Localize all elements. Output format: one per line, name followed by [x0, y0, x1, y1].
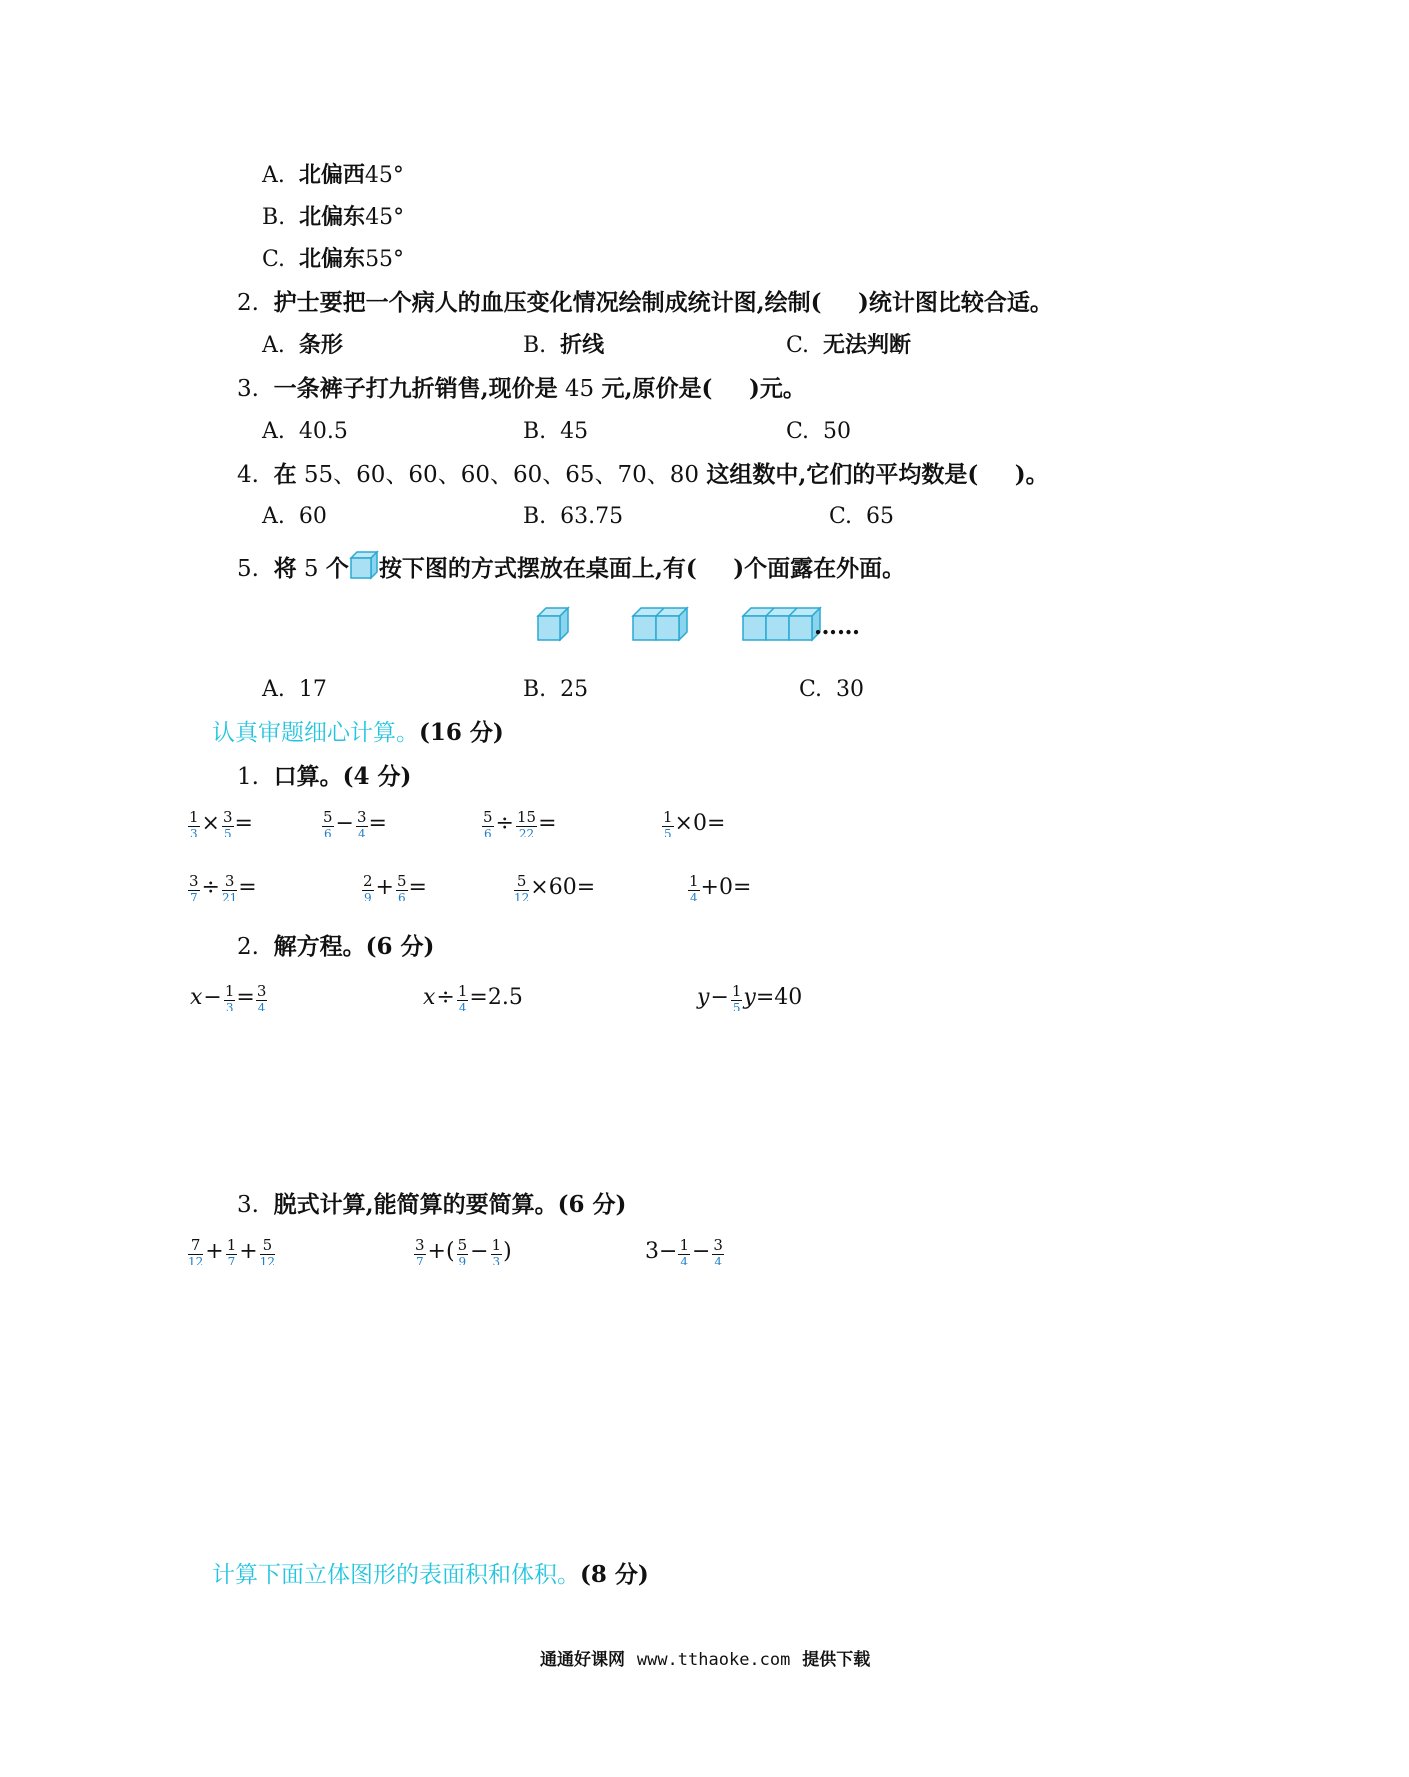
equation-2: x ÷ $\frac{1}{4}$ =2.5: [423, 982, 523, 1011]
oral-expression-6: $\frac{2}{9}$ + $\frac{5}{6}$ =: [363, 872, 427, 901]
q3-option-c: C. 50: [786, 419, 852, 444]
step-expression-1: $\frac{7}{12}$ + $\frac{1}{7}$ + $\frac{5}{12}$: [188, 1236, 275, 1265]
two-cube-figure: [633, 608, 687, 640]
q1-option-b: B. 北偏东45°: [262, 204, 405, 230]
oral-expression-7: $\frac{5}{12}$ ×60=: [514, 872, 596, 901]
q2-option-b: B. 折线: [523, 332, 605, 358]
cube-icon: [349, 550, 379, 580]
step-expression-2: $\frac{3}{7}$ +( $\frac{5}{9}$ − $\frac{1}{3}$ ): [415, 1236, 512, 1265]
section-2-heading: 认真审题细心计算。(16 分): [212, 719, 504, 746]
q2-option-c: C. 无法判断: [786, 332, 912, 358]
equation-3: y − $\frac{1}{5}$ y =40: [697, 982, 803, 1011]
oral-expression-8: $\frac{1}{4}$ +0=: [689, 872, 752, 901]
q4-option-b: B. 63.75: [523, 504, 624, 529]
step-expression-3: 3− $\frac{1}{4}$ − $\frac{3}{4}$: [645, 1236, 723, 1265]
step-calc-heading: 3. 脱式计算,能简算的要简算。(6 分): [237, 1191, 627, 1218]
question-2: 2. 护士要把一个病人的血压变化情况绘制成统计图,绘制( )统计图比较合适。: [237, 289, 1053, 316]
oral-expression-2: $\frac{5}{6}$ − $\frac{3}{4}$ =: [323, 808, 387, 837]
q3-option-b: B. 45: [523, 419, 589, 444]
q4-option-c: C. 65: [829, 504, 895, 529]
section-3-heading: 计算下面立体图形的表面积和体积。(8 分): [212, 1561, 649, 1588]
q5-option-c: C. 30: [799, 677, 865, 702]
oral-calc-heading: 1. 口算。(4 分): [237, 763, 412, 790]
one-cube-figure: [538, 608, 568, 640]
equation-1: x − $\frac{1}{3}$ = $\frac{3}{4}$: [190, 982, 267, 1011]
oral-expression-3: $\frac{5}{6}$ ÷ $\frac{15}{22}$ =: [483, 808, 557, 837]
three-cube-figure: [743, 608, 820, 640]
q2-option-a: A. 条形: [262, 332, 343, 358]
oral-expression-4: $\frac{1}{5}$ ×0=: [663, 808, 726, 837]
q5-option-b: B. 25: [523, 677, 589, 702]
oral-expression-5: $\frac{3}{7}$ ÷ $\frac{3}{21}$ =: [189, 872, 257, 901]
q1-option-a: A. 北偏西45°: [262, 162, 404, 188]
ellipsis: ……: [814, 613, 860, 640]
q1-option-c: C. 北偏东55°: [262, 246, 405, 272]
question-3: 3. 一条裤子打九折销售,现价是 45 元,原价是( )元。: [237, 375, 806, 402]
q3-option-a: A. 40.5: [262, 419, 348, 444]
footer: 通通好课网 www.tthaoke.com 提供下载: [540, 1650, 871, 1670]
question-5: 5. 将 5 个 按下图的方式摆放在桌面上,有( )个面露在外面。: [237, 550, 905, 584]
q4-option-a: A. 60: [262, 504, 327, 529]
question-4: 4. 在 55、60、60、60、60、65、70、80 这组数中,它们的平均数是( )。: [237, 461, 1049, 488]
q5-option-a: A. 17: [262, 677, 327, 702]
oral-expression-1: $\frac{1}{3}$ × $\frac{3}{5}$ =: [189, 808, 253, 837]
equation-heading: 2. 解方程。(6 分): [237, 933, 435, 960]
